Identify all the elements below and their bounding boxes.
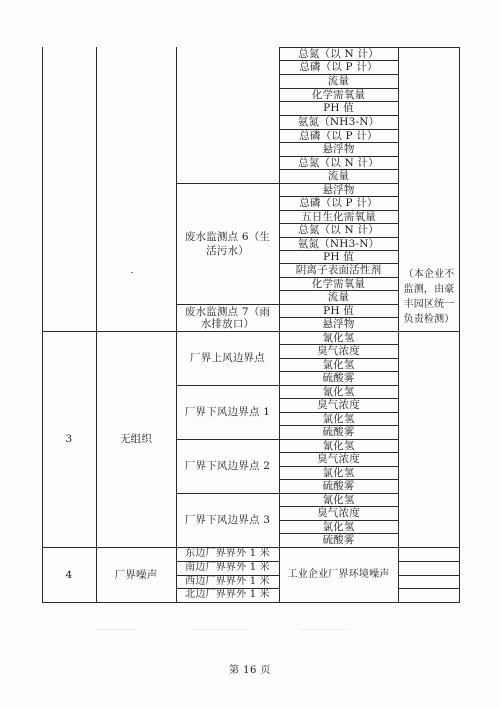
item-cell: 氯化氢	[322, 466, 355, 479]
item-cell: 流量	[327, 75, 350, 87]
item-cell: PH 值	[323, 304, 354, 317]
page-number: 第 16 页	[228, 665, 272, 676]
monitoring-point-cell: 厂界上风边界点	[190, 352, 265, 364]
item-cell: 臭气浓度	[317, 507, 360, 519]
item-cell: 总氮（以 N 计）	[298, 156, 379, 169]
item-cell: 总氮（以 N 计）	[298, 224, 379, 236]
monitoring-point-cell: 厂界下风边界点 3	[184, 514, 271, 526]
noise-point-cell: 西边厂界界外 1 米	[185, 575, 270, 587]
noise-point-cell: 东边厂界界外 1 米	[185, 548, 270, 559]
noise-point-cell: 南边厂界界外 1 米	[185, 562, 270, 573]
category-cell: 无组织	[119, 433, 153, 445]
item-cell: 悬浮物	[322, 183, 355, 196]
seq-cell: 3	[65, 433, 73, 445]
item-cell: 流量	[327, 291, 350, 303]
item-cell: 悬浮物	[322, 143, 355, 155]
item-cell: 氯化氢	[322, 412, 355, 425]
item-cell: 总磷（以 P 计）	[299, 61, 378, 73]
item-cell: PH 值	[323, 250, 354, 263]
scan-speck	[300, 629, 350, 630]
item-cell: 氰化氢	[322, 331, 355, 344]
item-cell: 硫酸雾	[322, 426, 355, 438]
item-cell: 硫酸雾	[322, 480, 355, 492]
item-cell: 总氮（以 N 计）	[298, 47, 379, 60]
monitoring-point-cell: 厂界下风边界点 2	[184, 460, 271, 472]
scan-speck	[190, 629, 250, 630]
item-cell: 臭气浓度	[317, 399, 360, 411]
item-cell: 氰化氢	[322, 439, 355, 452]
category-cell	[96, 47, 176, 331]
item-cell: 阴离子表面活性剂	[295, 264, 382, 276]
item-cell: 流量	[327, 170, 350, 182]
seq-cell	[42, 47, 96, 331]
noise-point-cell: 北边厂界界外 1 米	[185, 589, 270, 600]
item-cell: 臭气浓度	[317, 345, 360, 357]
item-cell: 化学需氧量	[311, 88, 366, 101]
table-line	[398, 588, 460, 589]
monitoring-point-cell: 厂界下风边界点 1	[184, 406, 271, 418]
item-cell: 悬浮物	[322, 318, 355, 330]
table-line	[398, 561, 460, 562]
item-cell: 氨氮（NH3-N）	[297, 237, 380, 250]
item-cell: 硫酸雾	[322, 372, 355, 384]
monitoring-point-cell	[176, 47, 279, 183]
monitoring-point-cell: 废水监测点 7（雨水排放口）	[184, 305, 271, 330]
item-cell: 氨氮（NH3-N）	[297, 116, 380, 128]
item-cell: 臭气浓度	[317, 453, 360, 465]
item-cell: 总磷（以 P 计）	[299, 197, 378, 209]
item-cell: 化学需氧量	[311, 277, 366, 290]
category-cell: 厂界噪声	[114, 568, 158, 581]
item-cell: 硫酸雾	[322, 534, 355, 546]
item-cell: 氰化氢	[322, 385, 355, 398]
noise-item-cell: 工业企业厂界环境噪声	[287, 568, 390, 580]
item-cell: 五日生化需氧量	[301, 210, 376, 223]
item-cell: 总磷（以 P 计）	[299, 129, 378, 142]
scan-speck	[96, 629, 136, 630]
note-cell: （本企业不监测，由豪丰园区统一负责检测）	[403, 269, 455, 325]
seq-cell: 4	[65, 568, 73, 581]
scan-speck	[131, 272, 133, 273]
item-cell: 氯化氢	[322, 358, 355, 371]
table-line	[398, 575, 460, 576]
monitoring-point-cell: 废水监测点 6（生活污水）	[184, 230, 271, 257]
item-cell: 氯化氢	[322, 520, 355, 533]
item-cell: 氰化氢	[322, 493, 355, 506]
item-cell: PH 值	[323, 102, 354, 114]
